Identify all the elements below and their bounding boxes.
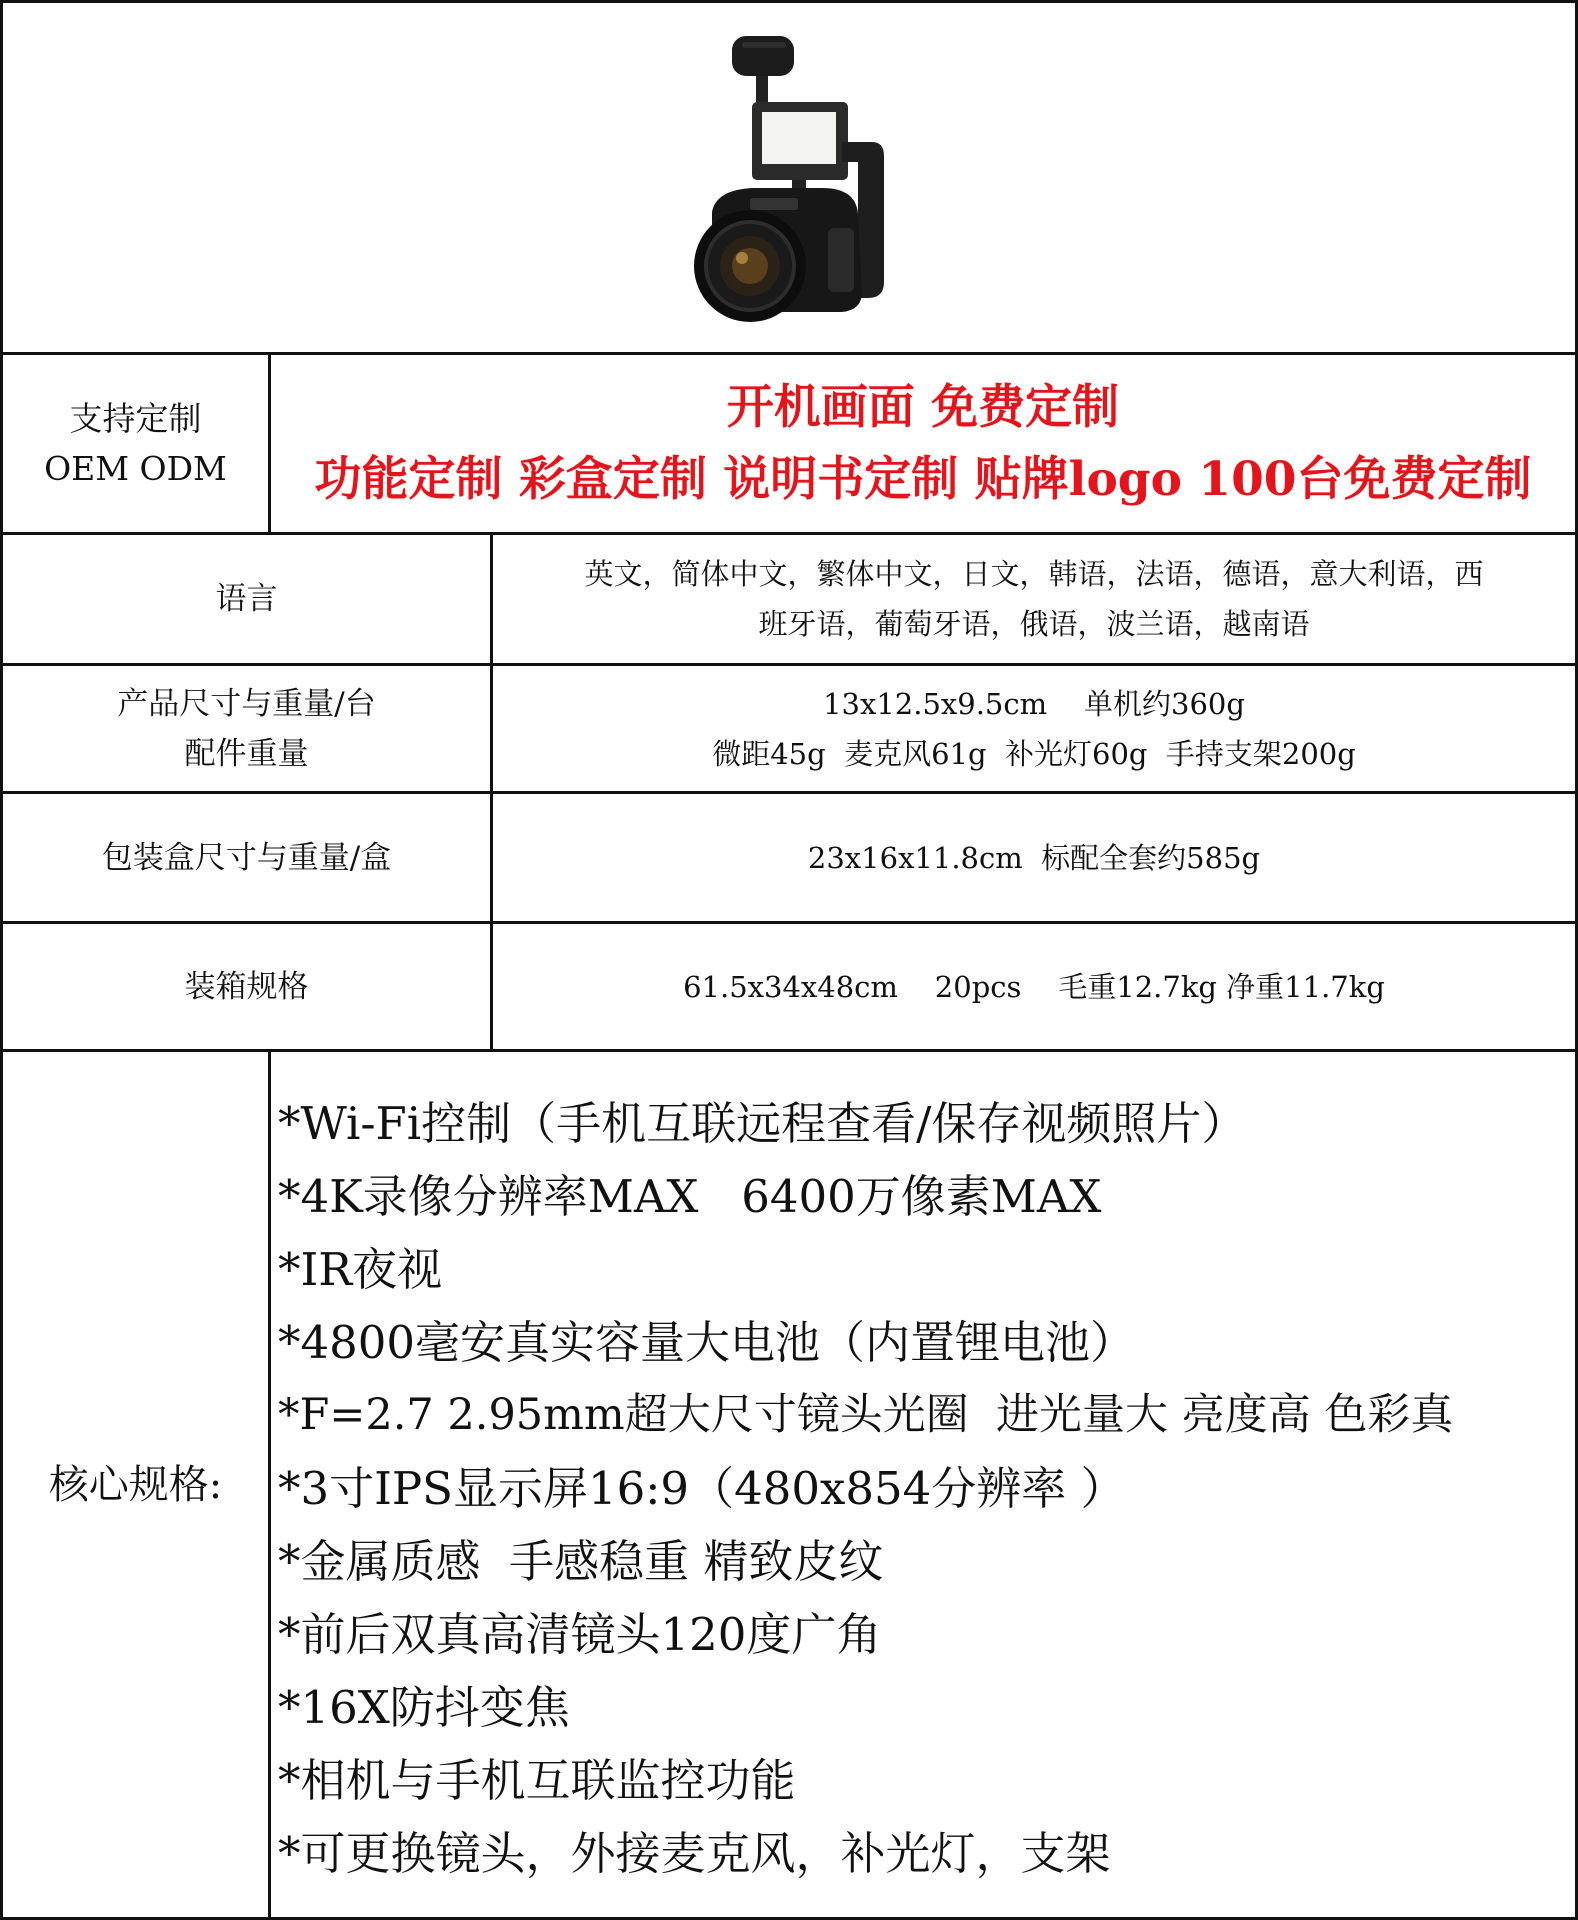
list-item: *金属质感 手感稳重 精致皮纹 [278, 1535, 884, 1588]
row-label-text: 语言 [215, 581, 278, 617]
customization-label [3, 355, 268, 532]
row-value-text: 班牙语，葡萄牙语，俄语，波兰语，越南语 [758, 607, 1310, 641]
row-value-product-size [493, 666, 1575, 791]
customization-label-line2: OEM ODM [44, 448, 227, 488]
row-label-text: 产品尺寸与重量/台 [117, 685, 376, 722]
camera-product-image [672, 22, 912, 332]
row-label-language [3, 535, 490, 663]
row-label-text: 配件重量 [184, 735, 309, 772]
list-item: *4800毫安真实容量大电池（内置锂电池） [278, 1316, 1136, 1369]
list-item: *相机与手机互联监控功能 [278, 1754, 796, 1807]
list-item: *3寸IPS显示屏16:9（480x854分辨率 ） [278, 1462, 1126, 1515]
row-value-carton [493, 924, 1575, 1049]
row-value-text: 23x16x11.8cm 标配全套约585g [807, 840, 1261, 875]
list-item: *可更换镜头，外接麦克风，补光灯，支架 [278, 1827, 1111, 1880]
core-specs-label [3, 1052, 268, 1917]
row-value-text: 13x12.5x9.5cm 单机约360g [823, 686, 1245, 721]
row-value-box-size [493, 794, 1575, 921]
core-specs-list [278, 1087, 1453, 1890]
list-item: *IR夜视 [278, 1243, 443, 1296]
list-item: *前后双真高清镜头120度广角 [278, 1608, 882, 1661]
row-value-language [493, 535, 1575, 663]
row-value-text: 微距45g 麦克风61g 补光灯60g 手持支架200g [712, 736, 1356, 771]
row-value-text: 英文，简体中文，繁体中文，日文，韩语，法语，德语，意大利语，西 [584, 557, 1484, 591]
list-item: *Wi-Fi控制（手机互联远程查看/保存视频照片） [278, 1097, 1247, 1150]
list-item: *4K录像分辨率MAX 6400万像素MAX [278, 1170, 1102, 1223]
row-value-text: 61.5x34x48cm 20pcs 毛重12.7kg 净重11.7kg [683, 969, 1385, 1004]
customization-offer-line1: 开机画面 免费定制 [726, 379, 1120, 435]
list-item: *16X防抖变焦 [278, 1681, 570, 1734]
row-label-product-size [3, 666, 490, 791]
row-label-text: 包装盒尺寸与重量/盒 [101, 839, 392, 876]
row-label-carton [3, 924, 490, 1049]
list-item: *F=2.7 2.95mm超大尺寸镜头光圈 进光量大 亮度高 色彩真 [278, 1390, 1454, 1440]
row-label-text: 装箱规格 [184, 968, 309, 1005]
customization-label-line1: 支持定制 [69, 398, 202, 438]
core-specs-label-text: 核心规格: [48, 1461, 223, 1508]
row-label-box-size [3, 794, 490, 921]
customization-offer-line2: 功能定制 彩盒定制 说明书定制 贴牌logo 100台免费定制 [314, 451, 1532, 507]
customization-offer [271, 355, 1575, 532]
